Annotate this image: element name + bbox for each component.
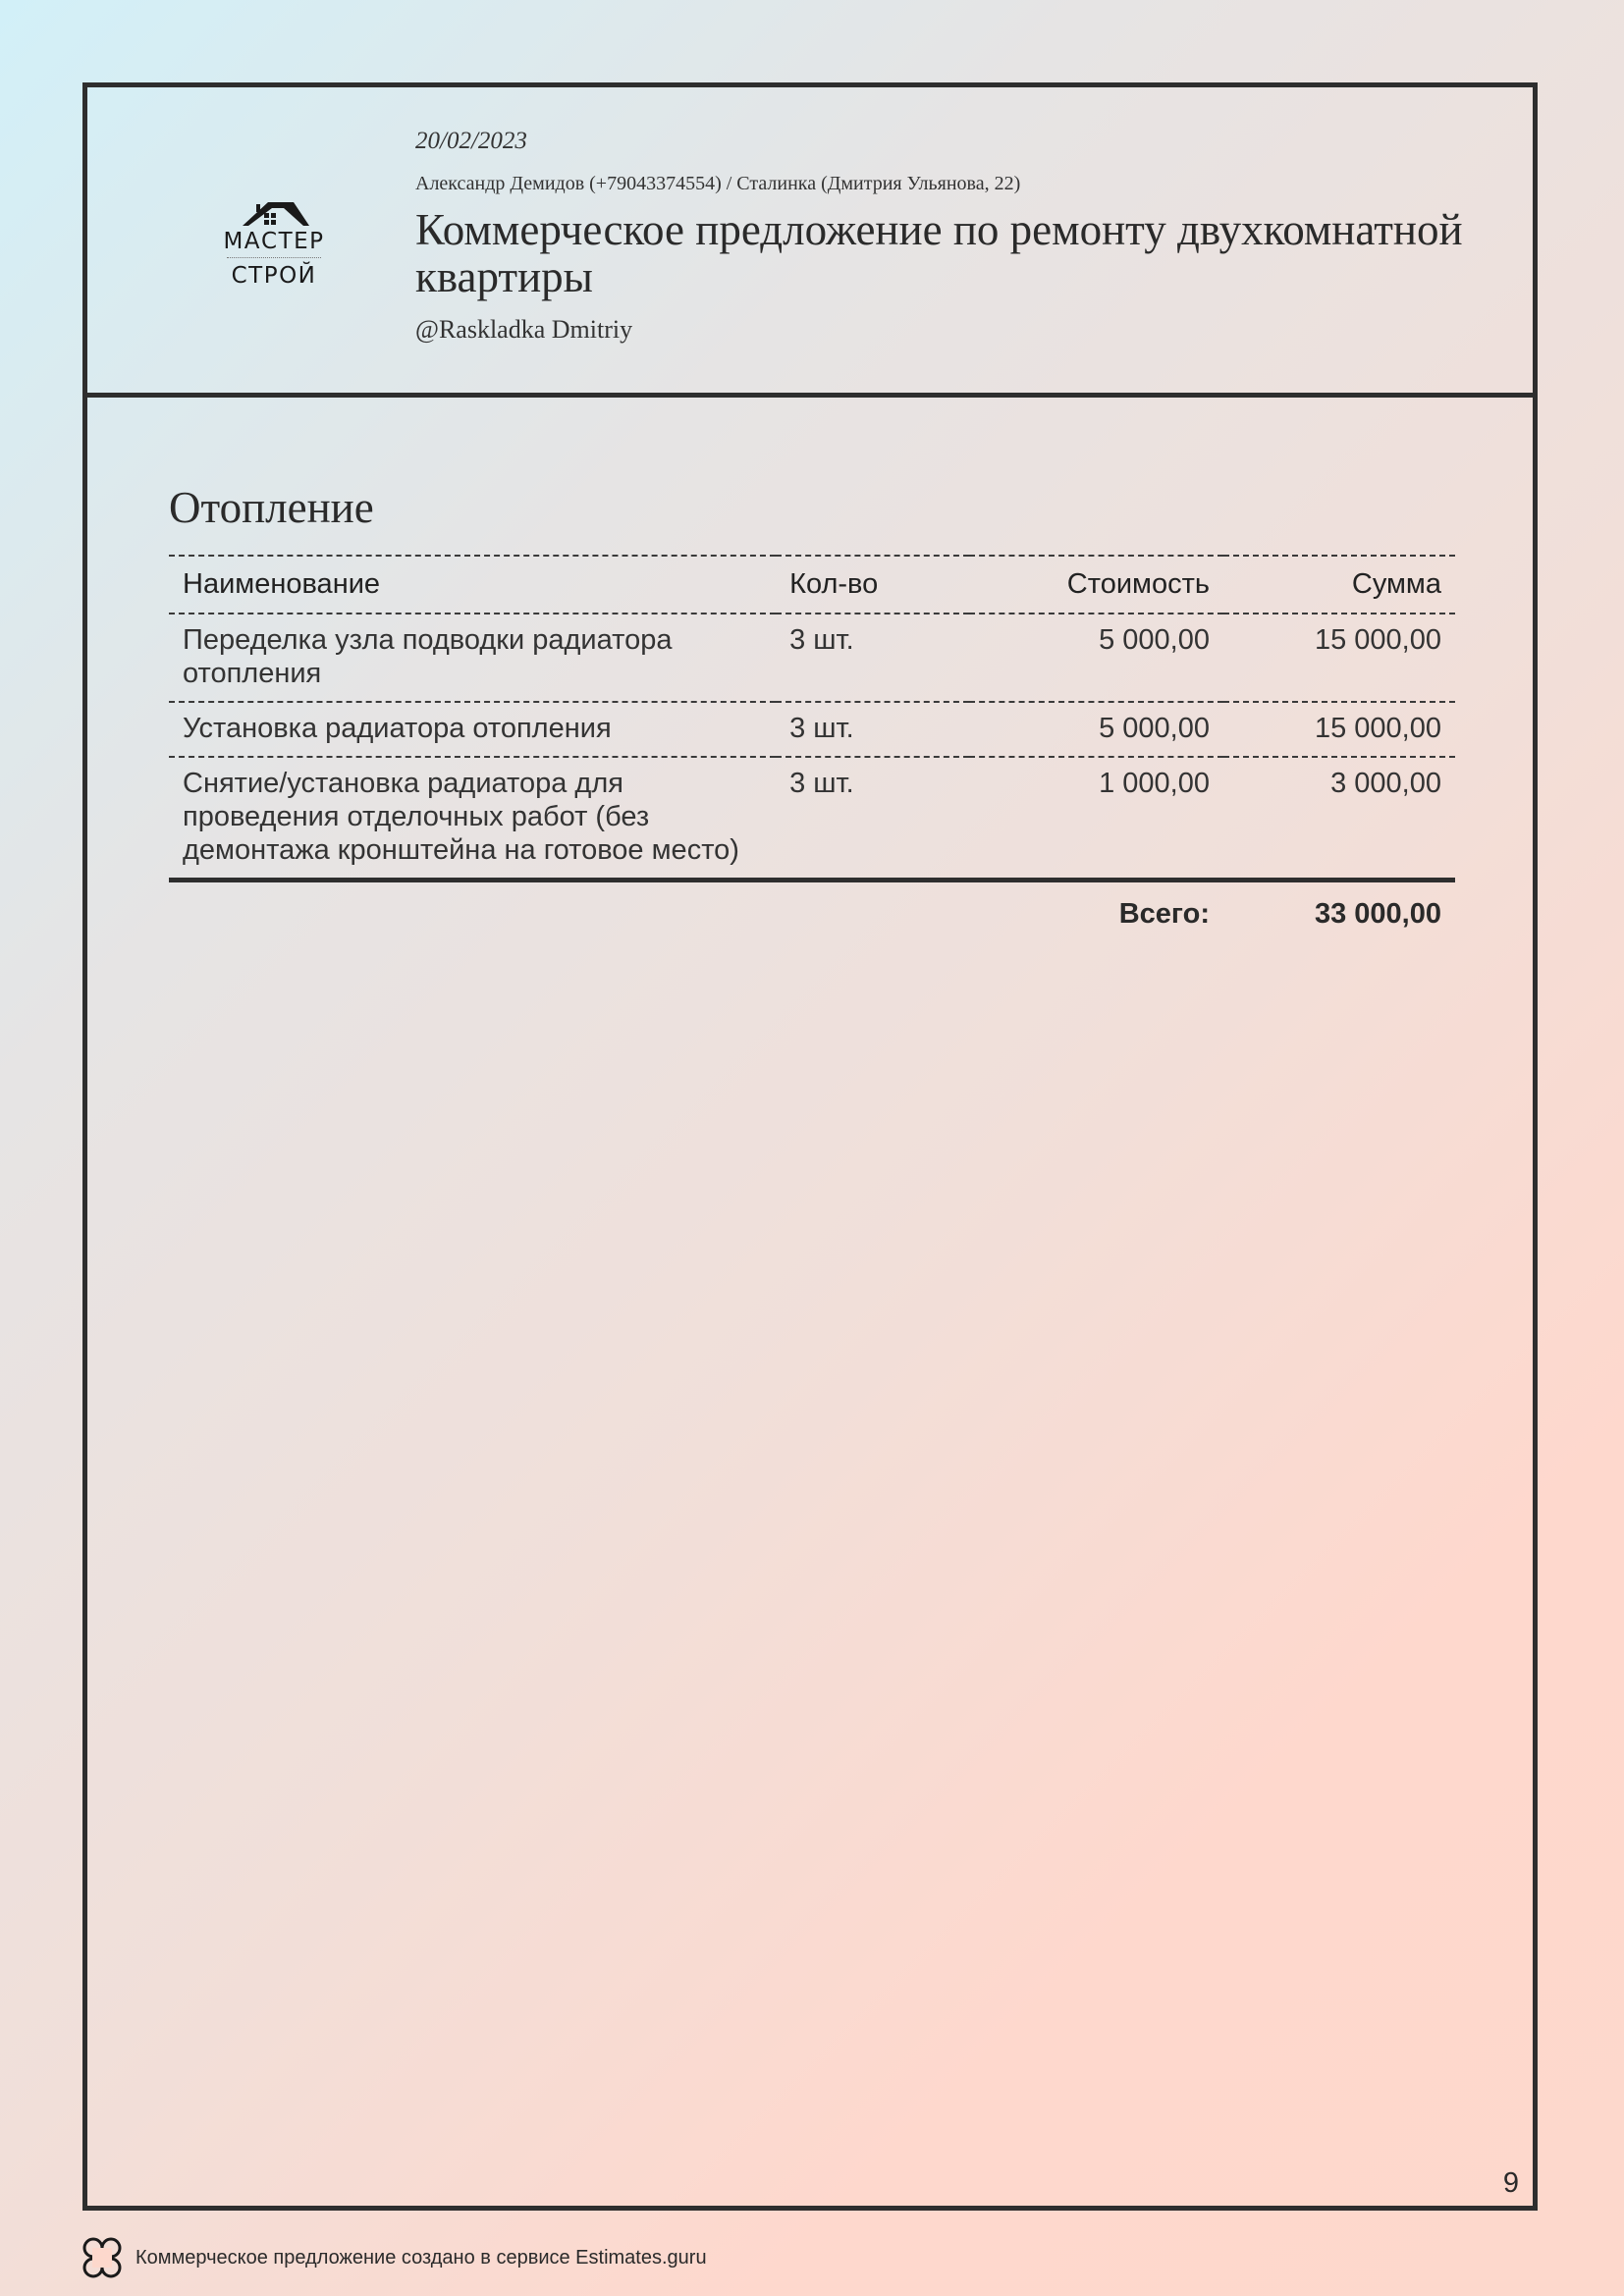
estimate-table: [169, 555, 1455, 882]
total-label: Всего:: [1118, 898, 1210, 930]
footer-text: Коммерческое предложение создано в сервисе Estimates.guru: [135, 2246, 707, 2269]
row-name: Установка радиатора отопления: [169, 702, 776, 757]
row-price: 5 000,00: [969, 614, 1223, 702]
table-row: [169, 702, 1455, 757]
table-header-row: [169, 556, 1455, 614]
document-header: [87, 87, 1533, 398]
column-header-qty: Кол-во: [776, 556, 969, 614]
column-header-name: Наименование: [169, 556, 776, 614]
table-row: [169, 614, 1455, 702]
estimate-section: [169, 480, 1455, 932]
row-qty: 3 шт.: [776, 702, 969, 757]
total-row: [169, 896, 1455, 932]
header-info: [415, 125, 1474, 346]
client-info: Александр Демидов (+79043374554) / Сталинка (Дмитрия Ульянова, 22): [415, 173, 1021, 194]
row-sum: 3 000,00: [1223, 757, 1455, 881]
row-name: Переделка узла подводки радиатора отопления: [169, 614, 776, 702]
document-date: 20/02/2023: [415, 128, 527, 154]
total-value: 33 000,00: [1314, 898, 1441, 930]
column-header-price: Стоимость: [969, 556, 1223, 614]
document-title: Коммерческое предложение по ремонту двухкомнатной квартиры: [415, 205, 1463, 301]
table-row: [169, 757, 1455, 881]
page-footer: [81, 2236, 707, 2279]
row-sum: 15 000,00: [1223, 702, 1455, 757]
column-header-sum: Сумма: [1223, 556, 1455, 614]
company-logo: [205, 200, 343, 290]
house-roof-icon: [235, 200, 313, 228]
row-price: 5 000,00: [969, 702, 1223, 757]
row-name: Снятие/установка радиатора для проведения отделочных работ (без демонтажа кронштейна на готовое место): [169, 757, 776, 881]
row-sum: 15 000,00: [1223, 614, 1455, 702]
logo-divider: [227, 257, 321, 258]
row-qty: 3 шт.: [776, 614, 969, 702]
row-price: 1 000,00: [969, 757, 1223, 881]
logo-text-line2: СТРОЙ: [231, 263, 317, 289]
page-number: 9: [1502, 2167, 1519, 2199]
document-frame: [82, 82, 1538, 2211]
section-title: Отопление: [169, 483, 374, 532]
row-qty: 3 шт.: [776, 757, 969, 881]
logo-text-line1: МАСТЕР: [223, 229, 325, 254]
document-author: @Raskladka Dmitriy: [415, 315, 633, 344]
estimates-guru-logo-icon: [81, 2236, 124, 2279]
